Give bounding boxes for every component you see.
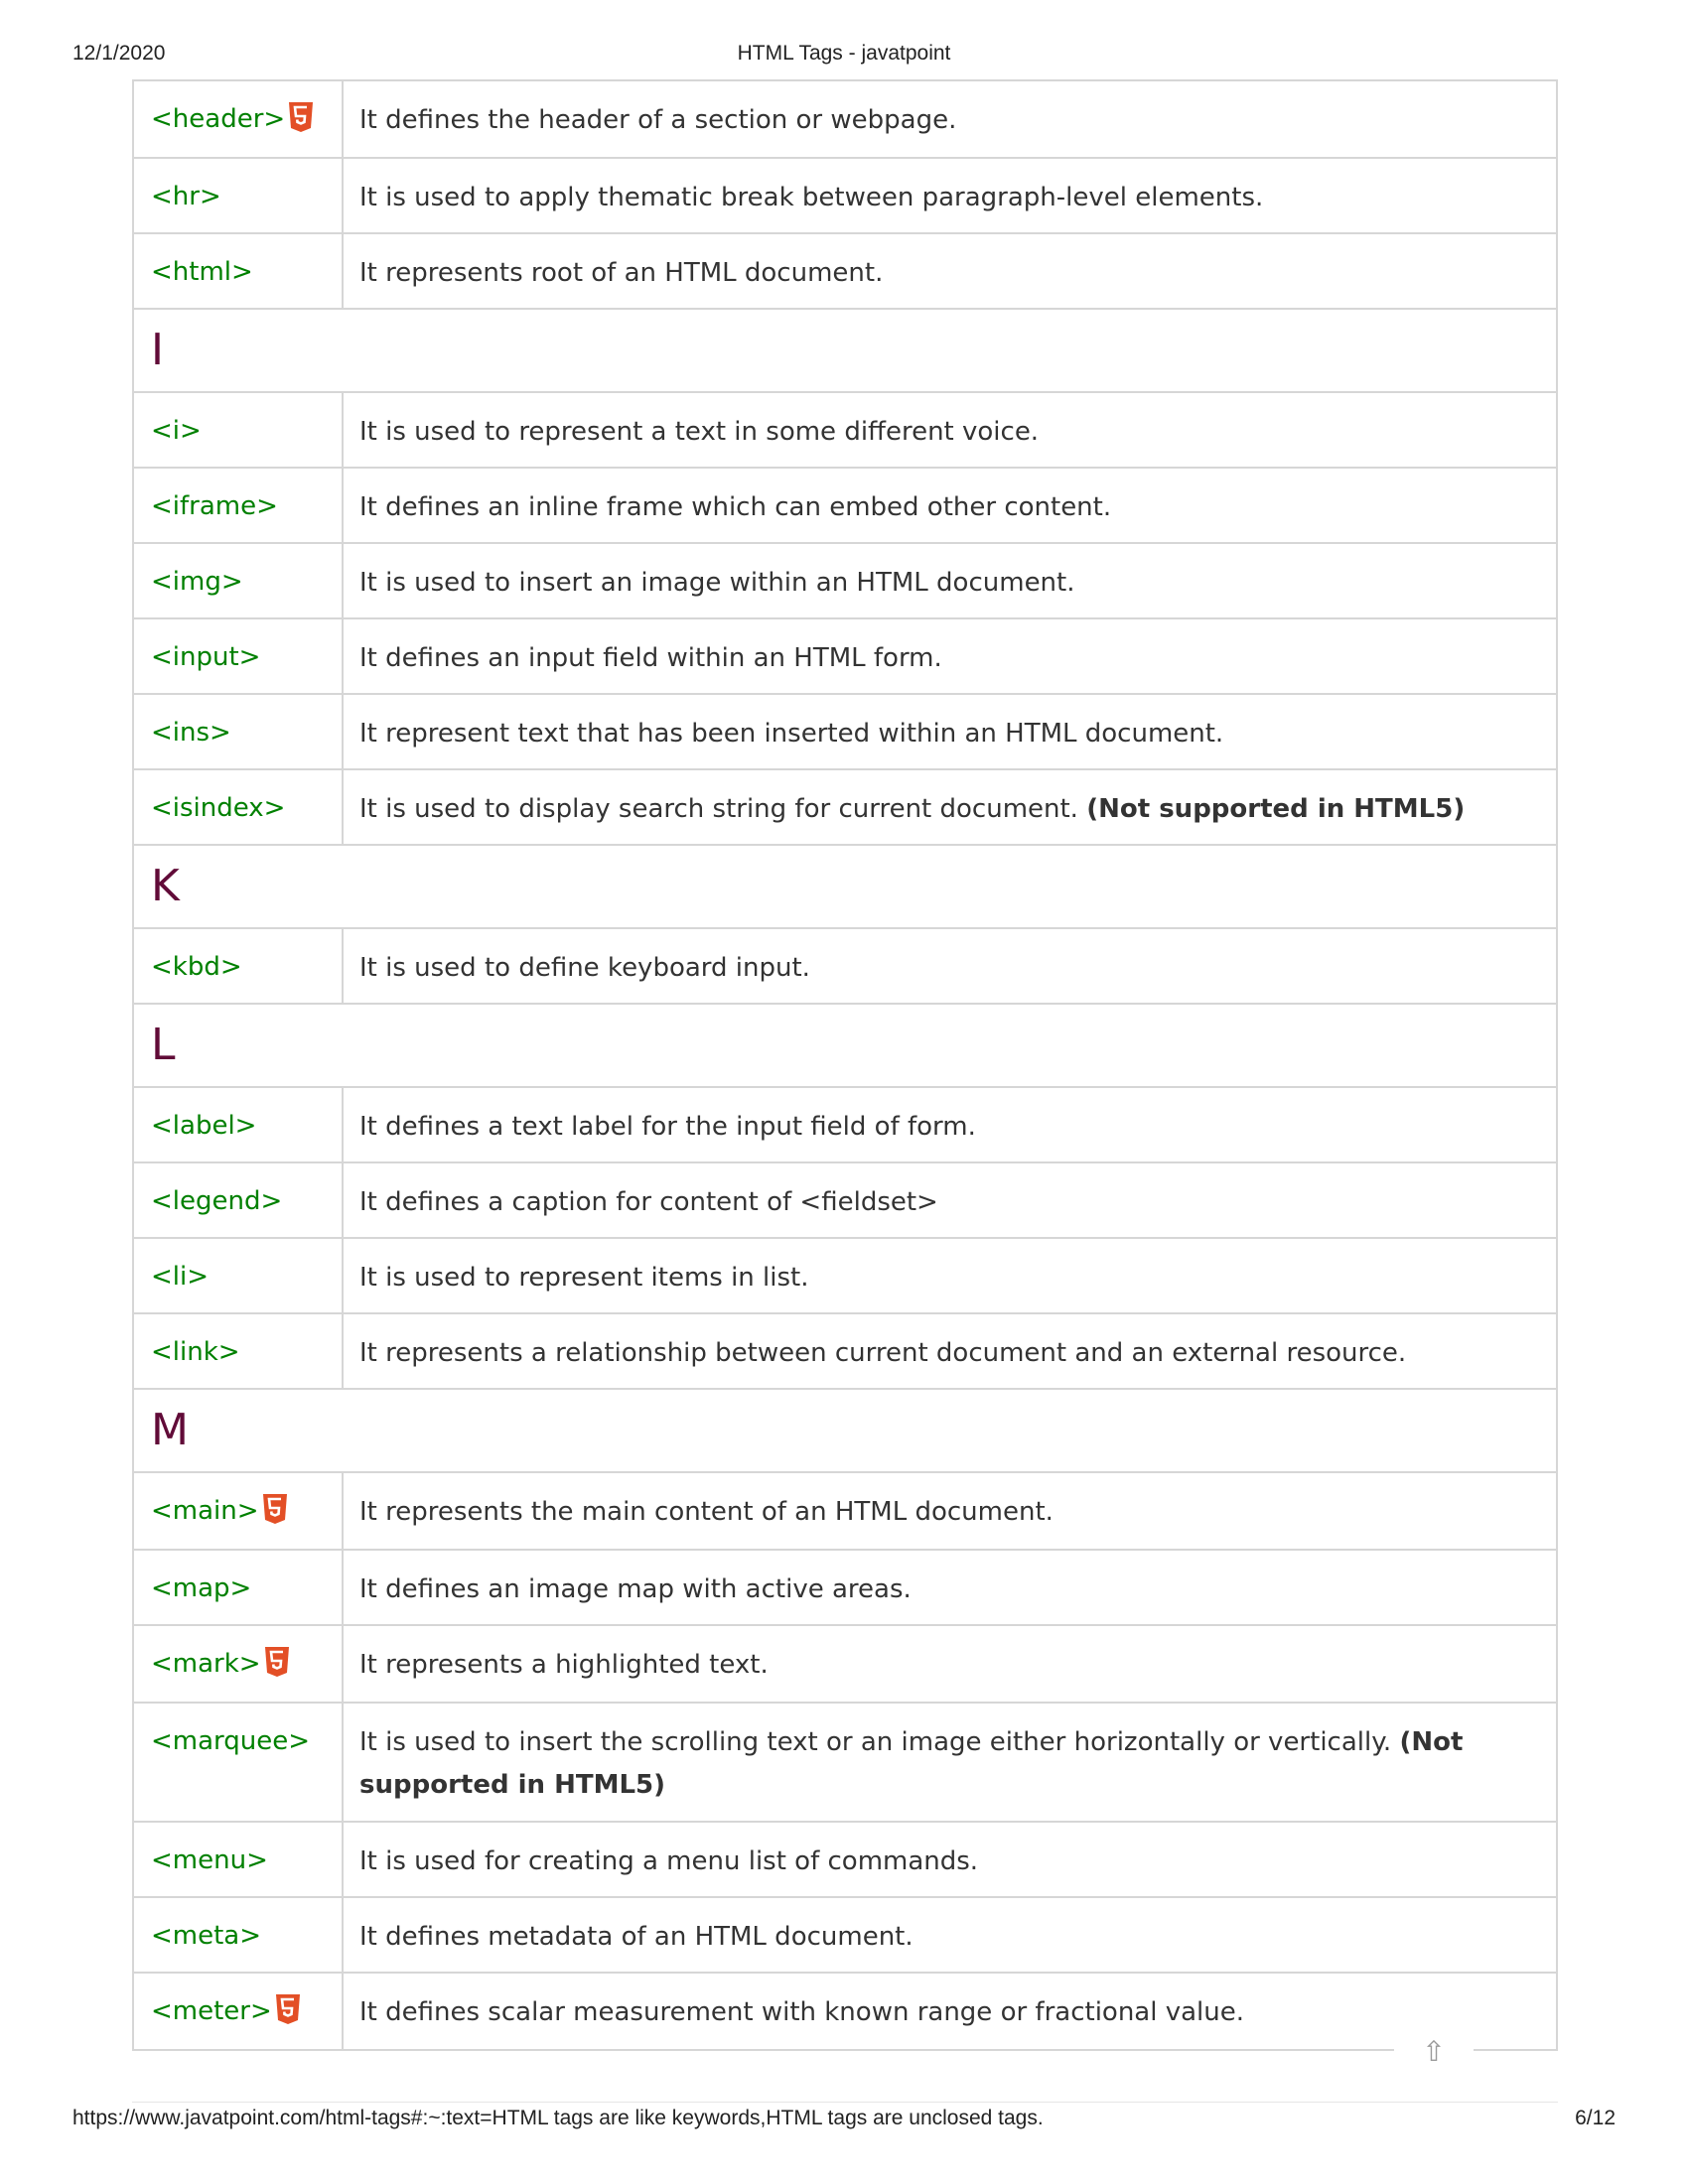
print-date: 12/1/2020 — [72, 42, 166, 65]
tag-description: It represents a relationship between current document and an external resource. — [359, 1338, 1407, 1368]
description-cell — [343, 1703, 1557, 1822]
tag-description: It is used to apply thematic break between paragraph-level elements. — [359, 183, 1264, 212]
letter-heading: K — [133, 845, 1557, 928]
description-cell — [343, 1625, 1557, 1703]
tag-cell — [133, 1897, 343, 1973]
tag-description: It defines the header of a section or webpage. — [359, 105, 957, 135]
table-row — [133, 618, 1557, 694]
letter-heading: M — [133, 1389, 1557, 1472]
tag-cell — [133, 233, 343, 309]
tag-description: It defines scalar measurement with known range or fractional value. — [359, 1997, 1245, 2027]
tag-description: It is used to represent items in list. — [359, 1263, 809, 1293]
tag-cell — [133, 1472, 343, 1550]
tag-description: It represents root of an HTML document. — [359, 258, 884, 288]
table-row — [133, 233, 1557, 309]
footer-divider — [132, 2102, 1558, 2103]
tag-cell — [133, 1238, 343, 1313]
tag-cell — [133, 80, 343, 158]
tag-name: <i> — [151, 416, 202, 446]
html5-icon — [263, 1646, 291, 1678]
tag-description: It defines a caption for content of <fieldset> — [359, 1187, 938, 1217]
description-cell — [343, 1313, 1557, 1389]
tag-cell — [133, 694, 343, 769]
table-row — [133, 1087, 1557, 1162]
support-note: (Not supported in HTML5) — [1086, 794, 1466, 824]
letter-heading: L — [133, 1004, 1557, 1087]
table-row — [133, 1625, 1557, 1703]
tag-cell — [133, 928, 343, 1004]
tag-description: It defines metadata of an HTML document. — [359, 1922, 914, 1952]
description-cell — [343, 694, 1557, 769]
tag-description: It defines an image map with active areas. — [359, 1574, 912, 1604]
tag-cell — [133, 769, 343, 845]
tag-description: It is used to insert an image within an HTML document. — [359, 568, 1075, 598]
table-row — [133, 1238, 1557, 1313]
tag-cell — [133, 618, 343, 694]
letter-section-row — [133, 309, 1557, 392]
table-row — [133, 1703, 1557, 1822]
table-row — [133, 158, 1557, 233]
tag-description: It is used to represent a text in some different voice. — [359, 417, 1040, 447]
tag-cell — [133, 392, 343, 468]
tag-name: <isindex> — [151, 793, 286, 823]
html-tags-table — [132, 79, 1558, 2051]
table-row — [133, 1973, 1557, 2050]
table-row — [133, 769, 1557, 845]
table-row — [133, 80, 1557, 158]
tag-name: <header> — [151, 104, 286, 134]
print-header — [72, 42, 1616, 71]
tag-cell — [133, 1625, 343, 1703]
description-cell — [343, 1822, 1557, 1897]
tag-name: <meter> — [151, 1996, 272, 2026]
description-cell — [343, 1897, 1557, 1973]
tag-description: It represents a highlighted text. — [359, 1650, 769, 1680]
description-cell — [343, 1472, 1557, 1550]
tag-cell — [133, 158, 343, 233]
description-cell — [343, 769, 1557, 845]
tag-name: <hr> — [151, 182, 221, 211]
tag-cell — [133, 1822, 343, 1897]
table-row — [133, 1897, 1557, 1973]
letter-section-row — [133, 1389, 1557, 1472]
description-cell — [343, 1973, 1557, 2050]
tag-name: <label> — [151, 1111, 257, 1141]
table-row — [133, 1313, 1557, 1389]
letter-section-row — [133, 1004, 1557, 1087]
tag-name: <map> — [151, 1573, 252, 1603]
description-cell — [343, 233, 1557, 309]
tag-description: It is used to display search string for current document. — [359, 794, 1078, 824]
up-arrow-icon: ⇧ — [1422, 2035, 1446, 2068]
tag-name: <img> — [151, 567, 243, 597]
tag-name: <ins> — [151, 718, 231, 748]
tag-cell — [133, 1162, 343, 1238]
tag-cell — [133, 1703, 343, 1822]
page-number: 6/12 — [1575, 2107, 1616, 2129]
table-row — [133, 1472, 1557, 1550]
tag-description: It is used to insert the scrolling text or an image either horizontally or vertically. — [359, 1727, 1392, 1757]
tag-cell — [133, 1087, 343, 1162]
description-cell — [343, 1238, 1557, 1313]
tag-name: <menu> — [151, 1845, 268, 1875]
tag-name: <main> — [151, 1496, 259, 1526]
description-cell — [343, 618, 1557, 694]
letter-heading: I — [133, 309, 1557, 392]
description-cell — [343, 1162, 1557, 1238]
description-cell — [343, 80, 1557, 158]
tag-description: It represents the main content of an HTML document. — [359, 1497, 1054, 1527]
table-row — [133, 1822, 1557, 1897]
html-tags-table-body — [133, 80, 1557, 2050]
tag-cell — [133, 1313, 343, 1389]
description-cell — [343, 1087, 1557, 1162]
scroll-to-top-button[interactable] — [1394, 2037, 1474, 2067]
tag-description: It is used to define keyboard input. — [359, 953, 810, 983]
tag-name: <input> — [151, 642, 261, 672]
description-cell — [343, 543, 1557, 618]
tag-description: It represent text that has been inserted within an HTML document. — [359, 719, 1224, 749]
table-row — [133, 1550, 1557, 1625]
description-cell — [343, 468, 1557, 543]
tag-description: It defines a text label for the input field of form. — [359, 1112, 976, 1142]
html5-icon — [287, 101, 315, 133]
table-row — [133, 392, 1557, 468]
page-title: HTML Tags - javatpoint — [737, 42, 951, 65]
table-row — [133, 694, 1557, 769]
tag-description: It is used for creating a menu list of commands. — [359, 1846, 979, 1876]
tag-name: <iframe> — [151, 491, 278, 521]
support-note: (Not supported in HTML5) — [359, 1727, 1464, 1800]
description-cell — [343, 928, 1557, 1004]
description-cell — [343, 1550, 1557, 1625]
tag-name: <html> — [151, 257, 253, 287]
tag-cell — [133, 1550, 343, 1625]
tag-name: <kbd> — [151, 952, 242, 982]
table-row — [133, 1162, 1557, 1238]
tag-description: It defines an input field within an HTML form. — [359, 643, 942, 673]
tag-name: <legend> — [151, 1186, 283, 1216]
letter-section-row — [133, 845, 1557, 928]
html5-icon — [274, 1993, 302, 2025]
tag-name: <mark> — [151, 1649, 261, 1679]
print-footer — [72, 2107, 1616, 2136]
table-row — [133, 543, 1557, 618]
tag-cell — [133, 543, 343, 618]
tag-name: <li> — [151, 1262, 210, 1292]
tag-description: It defines an inline frame which can embed other content. — [359, 492, 1112, 522]
description-cell — [343, 392, 1557, 468]
table-row — [133, 468, 1557, 543]
table-row — [133, 928, 1557, 1004]
tag-cell — [133, 1973, 343, 2050]
tag-name: <marquee> — [151, 1726, 311, 1756]
page-url: https://www.javatpoint.com/html-tags#:~:text=HTML tags are like keywords,HTML tags are unclosed tags. — [72, 2107, 1044, 2129]
tag-cell — [133, 468, 343, 543]
html5-icon — [261, 1493, 289, 1525]
tag-name: <link> — [151, 1337, 240, 1367]
tag-name: <meta> — [151, 1921, 262, 1951]
description-cell — [343, 158, 1557, 233]
